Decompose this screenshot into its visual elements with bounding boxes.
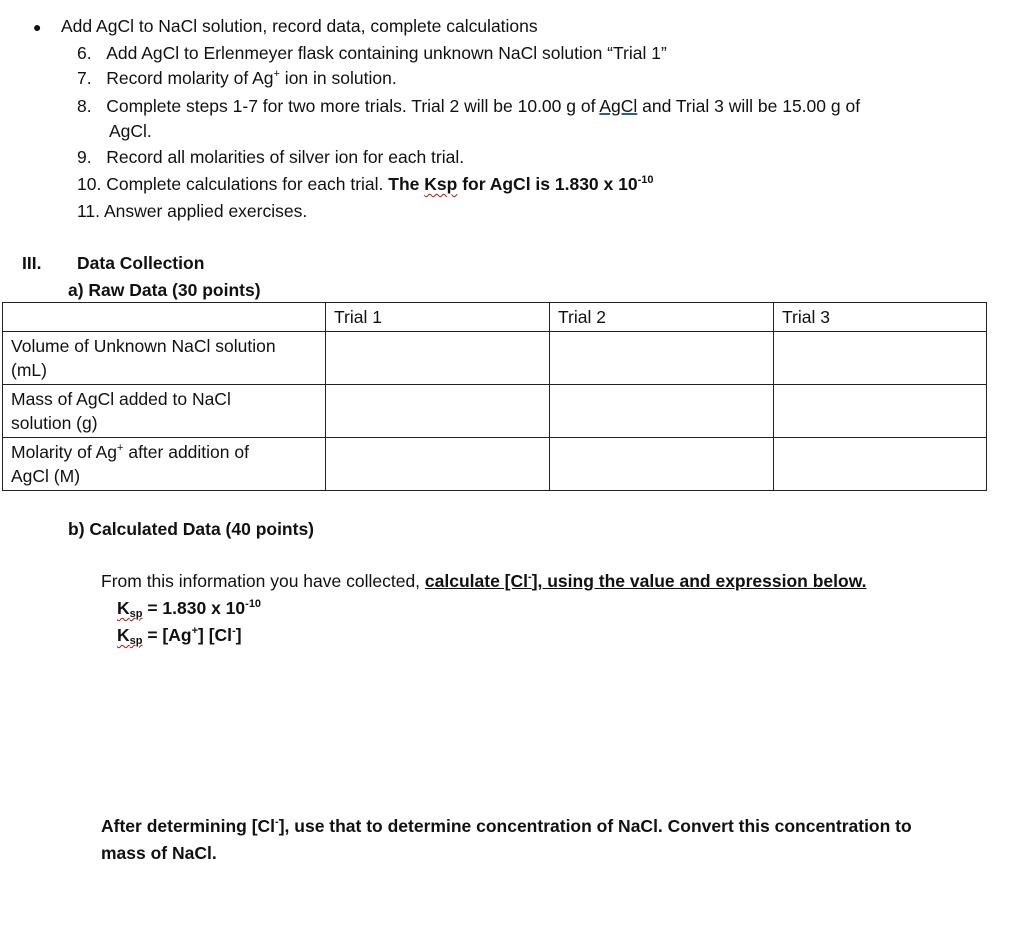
step-8-continued: AgCl.: [109, 121, 152, 141]
cell-volume-trial-3[interactable]: [774, 332, 987, 385]
step-8: 8. Complete steps 1-7 for two more trials. Trial 2 will be 10.00 g of AgCl and Trial 3 will be 15.00 g of: [77, 96, 861, 116]
ksp-expression: $K_{sp} = [Ag^+]$ [Cl-]: [117, 625, 242, 647]
calculated-data-title: b) Calculated Data (40 points): [68, 519, 315, 539]
bullet-heading: Add AgCl to NaCl solution, record data, complete calculations: [61, 16, 538, 36]
step-7: 7. Record molarity of Ag+ ion in solution.: [77, 68, 397, 88]
header-trial-3: Trial 3: [774, 303, 987, 332]
cell-mass-trial-2[interactable]: [550, 385, 774, 438]
cell-molarity-trial-3[interactable]: [774, 438, 987, 491]
row-label-volume: Volume of Unknown NaCl solution (mL): [3, 332, 326, 385]
row-label-molarity: Molarity of Ag+ after addition of AgCl (M): [3, 438, 326, 491]
step-9: 9. Record all molarities of silver ion for each trial.: [77, 147, 465, 167]
cell-mass-trial-1[interactable]: [326, 385, 550, 438]
after-instructions-line-1: After determining [Cl-], use that to determine concentration of NaCl. Convert this concentration to: [101, 816, 912, 836]
table-row: [3, 385, 987, 438]
cell-molarity-trial-2[interactable]: [550, 438, 774, 491]
table-row: [3, 438, 987, 491]
header-trial-1: Trial 1: [326, 303, 550, 332]
raw-data-table: [2, 302, 987, 491]
raw-data-title: a) Raw Data (30 points): [68, 280, 261, 300]
table-row: [3, 332, 987, 385]
header-cell-blank: [3, 303, 326, 332]
ksp-value: $K_{sp} = 1.830$ x $10^{-10}$: [117, 598, 262, 620]
section-number: III.: [22, 253, 42, 273]
cell-molarity-trial-1[interactable]: [326, 438, 550, 491]
step-11: 11. Answer applied exercises.: [77, 201, 308, 221]
bullet-icon: ●: [33, 19, 42, 35]
step-6: 6. Add AgCl to Erlenmeyer flask containing unknown NaCl solution “Trial 1”: [77, 43, 667, 63]
table-header-row: [3, 303, 987, 332]
cell-volume-trial-1[interactable]: [326, 332, 550, 385]
step-10: 10. Complete calculations for each trial. The Ksp for AgCl is 1.830 x $10^{-10}$: [77, 174, 654, 194]
cell-mass-trial-3[interactable]: [774, 385, 987, 438]
header-trial-2: Trial 2: [550, 303, 774, 332]
cell-volume-trial-2[interactable]: [550, 332, 774, 385]
after-instructions-line-2: mass of NaCl.: [101, 843, 217, 863]
calc-instructions: From this information you have collected, calculate [Cl-], using the value and expression below.: [101, 571, 867, 591]
section-title: Data Collection: [77, 253, 205, 273]
row-label-mass: Mass of AgCl added to NaCl solution (g): [3, 385, 326, 438]
